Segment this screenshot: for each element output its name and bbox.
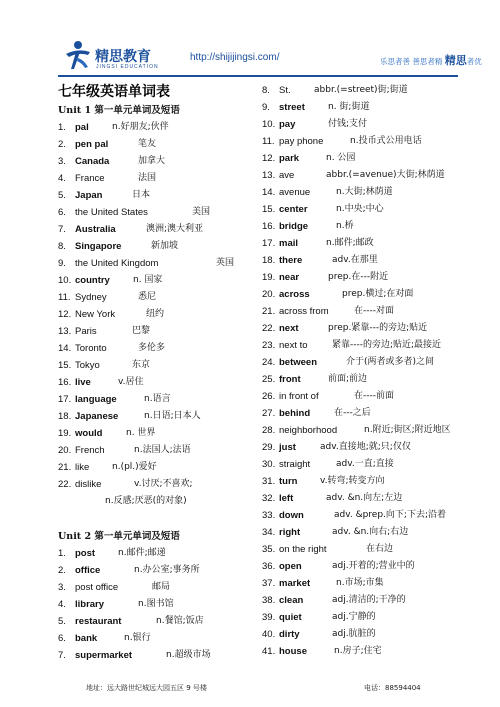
word-entry — [58, 136, 260, 153]
entry-number: 29. — [262, 442, 276, 453]
entry-definition: 前面;前边 — [328, 374, 368, 384]
entry-number: 3. — [58, 156, 66, 167]
entry-number: 25. — [262, 374, 276, 385]
entry-definition: n.办公室;事务所 — [134, 565, 200, 575]
entry-number: 17. — [58, 394, 72, 405]
header-rule — [58, 75, 458, 77]
slogan-pre: 乐思者善 善思者精 — [380, 57, 445, 66]
entry-number: 21. — [58, 462, 72, 473]
entry-number: 14. — [262, 187, 276, 198]
entry-definition: abbr.(=street)街;街道 — [314, 85, 408, 95]
entry-definition: n.图书馆 — [138, 599, 174, 609]
entry-word: supermarket — [75, 650, 133, 661]
entry-definition: n.好朋友;伙伴 — [112, 122, 169, 132]
entry-word: Japanese — [75, 411, 119, 422]
entry-number: 13. — [58, 326, 72, 337]
entry-definition: n. 街;街道 — [328, 102, 370, 112]
entry-definition: v.转弯;转变方向 — [320, 476, 385, 486]
entry-word: street — [279, 102, 305, 113]
entry-word: bridge — [279, 221, 309, 232]
entry-word: avenue — [279, 187, 311, 198]
entry-word: Toronto — [75, 343, 107, 354]
site-url: http://shijijingsi.com/ — [190, 52, 280, 63]
entry-definition: 在右边 — [366, 544, 394, 554]
entry-number: 3. — [58, 582, 66, 593]
word-entry — [58, 374, 260, 391]
entry-number: 18. — [262, 255, 276, 266]
entry-definition: n.大街;林荫道 — [336, 187, 393, 197]
entry-word: center — [279, 204, 308, 215]
word-entry — [262, 252, 472, 269]
word-entry — [58, 459, 260, 476]
word-entry — [262, 184, 472, 201]
entry-word: across from — [279, 306, 329, 317]
entry-definition: n.日语;日本人 — [144, 411, 201, 421]
entry-definition: 在---之后 — [334, 408, 371, 418]
word-entry — [262, 609, 472, 626]
unit1-continuation: n.反感;厌恶(的对象) — [105, 496, 187, 506]
entry-number: 35. — [262, 544, 276, 555]
word-entry — [58, 562, 260, 579]
entry-word: pal — [75, 122, 89, 133]
word-entry — [262, 235, 472, 252]
entry-number: 17. — [262, 238, 276, 249]
word-entry — [58, 119, 260, 136]
word-entry — [58, 272, 260, 289]
entry-definition: 加拿大 — [138, 156, 166, 166]
entry-definition: 邮局 — [152, 582, 171, 592]
entry-word: ave — [279, 170, 295, 181]
entry-word: dislike — [75, 479, 102, 490]
entry-definition: n.语言 — [144, 394, 171, 404]
word-entry — [262, 218, 472, 235]
word-entry — [262, 405, 472, 422]
word-entry — [262, 354, 472, 371]
entry-definition: v.讨厌;不喜欢; — [134, 479, 193, 489]
logo-subtext: JINGSI EDUCATION — [96, 64, 159, 70]
word-entry — [262, 303, 472, 320]
entry-word: near — [279, 272, 300, 283]
entry-word: language — [75, 394, 117, 405]
word-entry — [58, 170, 260, 187]
entry-definition: prep.横过;在对面 — [342, 289, 414, 299]
entry-definition: n. 国家 — [133, 275, 163, 285]
entry-definition: n.市场;市集 — [336, 578, 384, 588]
word-entry — [58, 187, 260, 204]
entry-word: Singapore — [75, 241, 122, 252]
entry-word: pay phone — [279, 136, 324, 147]
entry-number: 19. — [58, 428, 72, 439]
entry-number: 23. — [262, 340, 276, 351]
entry-definition: 笔友 — [138, 139, 157, 149]
word-entry — [58, 613, 260, 630]
entry-word: dirty — [279, 629, 300, 640]
entry-word: Japan — [75, 190, 103, 201]
word-entry — [262, 116, 472, 133]
entry-definition: n.桥 — [336, 221, 354, 231]
entry-word: just — [279, 442, 296, 453]
entry-definition: v.居住 — [118, 377, 144, 387]
entry-word: market — [279, 578, 311, 589]
word-entry — [262, 643, 472, 660]
entry-number: 34. — [262, 527, 276, 538]
word-entry — [262, 592, 472, 609]
entry-definition: adj.宁静的 — [332, 612, 376, 622]
entry-number: 14. — [58, 343, 72, 354]
document-title: 七年级英语单词表 — [58, 84, 170, 100]
entry-definition: adv. &n.向右;右边 — [332, 527, 409, 537]
entry-word: the United Kingdom — [75, 258, 159, 269]
entry-definition: 英国 — [216, 258, 235, 268]
entry-number: 20. — [58, 445, 72, 456]
entry-definition: 东京 — [132, 360, 151, 370]
entry-number: 9. — [58, 258, 66, 269]
entry-word: like — [75, 462, 90, 473]
word-entry — [58, 289, 260, 306]
word-entry — [58, 596, 260, 613]
entry-word: Sydney — [75, 292, 107, 303]
entry-definition: n.(pl.)爱好 — [112, 462, 157, 472]
entry-number: 16. — [262, 221, 276, 232]
word-entry — [58, 255, 260, 272]
word-entry — [262, 201, 472, 218]
slogan — [380, 52, 482, 68]
entry-word: French — [75, 445, 105, 456]
entry-word: office — [75, 565, 101, 576]
right-column — [262, 82, 472, 660]
word-entry — [262, 167, 472, 184]
entry-word: open — [279, 561, 302, 572]
slogan-brand: 精思 — [444, 54, 467, 67]
entry-number: 4. — [58, 599, 66, 610]
word-entry — [58, 306, 260, 323]
entry-definition: n.餐馆;饭店 — [156, 616, 204, 626]
entry-number: 33. — [262, 510, 276, 521]
entry-word: on the right — [279, 544, 327, 555]
entry-word: would — [75, 428, 103, 439]
word-entry — [262, 456, 472, 473]
word-entry — [58, 323, 260, 340]
word-entry — [58, 630, 260, 647]
entry-definition: 巴黎 — [132, 326, 151, 336]
entry-word: there — [279, 255, 303, 266]
entry-number: 13. — [262, 170, 276, 181]
word-entry — [262, 133, 472, 150]
entry-definition: n.投币式公用电话 — [350, 136, 422, 146]
entry-number: 5. — [58, 190, 66, 201]
entry-definition: n.银行 — [124, 633, 151, 643]
entry-definition: adj.清洁的;干净的 — [332, 595, 406, 605]
entry-number: 11. — [58, 292, 71, 303]
entry-number: 22. — [58, 479, 72, 490]
entry-number: 32. — [262, 493, 276, 504]
entry-word: house — [279, 646, 307, 657]
unit1-word-list — [58, 119, 260, 493]
entry-number: 1. — [58, 122, 66, 133]
word-entry — [58, 204, 260, 221]
entry-word: pay — [279, 119, 296, 130]
entry-definition: 紧靠----的旁边;贴近;最接近 — [332, 340, 442, 350]
word-entry — [58, 238, 260, 255]
entry-definition: n. 世界 — [126, 428, 156, 438]
entry-number: 19. — [262, 272, 276, 283]
entry-number: 11. — [262, 136, 275, 147]
entry-word: down — [279, 510, 304, 521]
entry-definition: n.法国人;法语 — [134, 445, 191, 455]
slogan-post: 者优 — [466, 57, 482, 66]
entry-number: 10. — [262, 119, 276, 130]
entry-number: 16. — [58, 377, 72, 388]
entry-definition: adv.直接地;就;只;仅仅 — [320, 442, 411, 452]
entry-definition: 美国 — [192, 207, 211, 217]
word-entry — [262, 507, 472, 524]
word-entry — [58, 579, 260, 596]
word-entry — [58, 425, 260, 442]
entry-definition: 纽约 — [146, 309, 165, 319]
entry-word: France — [75, 173, 105, 184]
word-entry — [58, 476, 260, 493]
entry-word: next to — [279, 340, 308, 351]
unit2-word-list-continued — [262, 82, 472, 660]
entry-word: post — [75, 548, 96, 559]
entry-word: front — [279, 374, 301, 385]
entry-number: 12. — [262, 153, 276, 164]
entry-number: 7. — [58, 224, 66, 235]
entry-number: 9. — [262, 102, 270, 113]
entry-word: country — [75, 275, 110, 286]
entry-number: 15. — [262, 204, 276, 215]
jingsi-logo-icon — [64, 40, 92, 70]
entry-word: in front of — [279, 391, 319, 402]
logo-text: 精思教育 — [95, 49, 151, 65]
word-entry — [262, 82, 472, 99]
word-entry — [262, 524, 472, 541]
entry-number: 21. — [262, 306, 276, 317]
entry-definition: n.邮件;邮政 — [326, 238, 374, 248]
entry-word: New York — [75, 309, 116, 320]
entry-word: post office — [75, 582, 119, 593]
word-entry — [58, 391, 260, 408]
entry-word: straight — [279, 459, 311, 470]
entry-definition: n.超级市场 — [166, 650, 211, 660]
entry-number: 4. — [58, 173, 66, 184]
entry-definition: adv. &prep.向下;下去;沿着 — [334, 510, 446, 520]
entry-word: St. — [279, 85, 291, 96]
page-header — [0, 0, 500, 78]
word-entry — [262, 575, 472, 592]
entry-number: 8. — [58, 241, 66, 252]
footer-address: 地址：远大路世纪城远大园五区 9 号楼 — [86, 684, 207, 692]
entry-definition: adj.开着的;营业中的 — [332, 561, 415, 571]
entry-word: across — [279, 289, 310, 300]
entry-definition: 付钱;支付 — [328, 119, 368, 129]
entry-definition: adv. &n.向左;左边 — [326, 493, 403, 503]
entry-definition: prep.在---附近 — [328, 272, 389, 282]
footer-phone: 电话：88594404 — [364, 684, 421, 692]
entry-word: pen pal — [75, 139, 109, 150]
entry-definition: 日本 — [132, 190, 151, 200]
entry-definition: n.房子;住宅 — [334, 646, 382, 656]
entry-definition: n.邮件;邮递 — [118, 548, 166, 558]
entry-word: between — [279, 357, 318, 368]
entry-number: 1. — [58, 548, 66, 559]
entry-number: 22. — [262, 323, 276, 334]
entry-number: 20. — [262, 289, 276, 300]
entry-definition: 在----对面 — [354, 306, 394, 316]
entry-number: 37. — [262, 578, 276, 589]
entry-word: clean — [279, 595, 304, 606]
entry-number: 6. — [58, 207, 66, 218]
word-entry — [58, 340, 260, 357]
entry-definition: adj.肮脏的 — [332, 629, 376, 639]
entry-word: Australia — [75, 224, 116, 235]
entry-word: behind — [279, 408, 311, 419]
word-entry — [262, 320, 472, 337]
entry-word: turn — [279, 476, 298, 487]
entry-word: mail — [279, 238, 299, 249]
entry-number: 6. — [58, 633, 66, 644]
entry-word: the United States — [75, 207, 148, 218]
word-entry — [262, 490, 472, 507]
word-entry — [262, 286, 472, 303]
entry-number: 24. — [262, 357, 276, 368]
word-entry — [58, 545, 260, 562]
entry-number: 8. — [262, 85, 270, 96]
word-entry — [58, 153, 260, 170]
entry-definition: 法国 — [138, 173, 157, 183]
entry-definition: 澳洲;澳大利亚 — [146, 224, 204, 234]
entry-number: 2. — [58, 565, 66, 576]
word-entry — [58, 408, 260, 425]
word-entry — [262, 439, 472, 456]
entry-word: restaurant — [75, 616, 122, 627]
entry-number: 40. — [262, 629, 276, 640]
entry-word: bank — [75, 633, 98, 644]
word-entry — [262, 337, 472, 354]
entry-definition: 多伦多 — [138, 343, 166, 353]
entry-word: quiet — [279, 612, 302, 623]
left-column — [58, 82, 260, 664]
word-entry — [58, 357, 260, 374]
entry-word: Canada — [75, 156, 110, 167]
word-entry — [262, 473, 472, 490]
entry-word: neighborhood — [279, 425, 338, 436]
entry-definition: 新加坡 — [151, 241, 179, 251]
entry-number: 30. — [262, 459, 276, 470]
entry-definition: adv.一直;直接 — [336, 459, 394, 469]
entry-definition: 悉尼 — [138, 292, 157, 302]
entry-word: library — [75, 599, 105, 610]
entry-number: 39. — [262, 612, 276, 623]
word-entry — [58, 442, 260, 459]
word-entry — [58, 221, 260, 238]
unit-spacer — [58, 510, 260, 528]
entry-number: 5. — [58, 616, 66, 627]
entry-definition: n.附近;街区;附近地区 — [364, 425, 451, 435]
entry-word: live — [75, 377, 91, 388]
word-entry — [262, 558, 472, 575]
entry-number: 27. — [262, 408, 276, 419]
entry-number: 26. — [262, 391, 276, 402]
unit2-heading: Unit 2 第一单元单词及短语 — [58, 531, 180, 542]
entry-definition: abbr.(=avenue)大街;林荫道 — [326, 170, 445, 180]
unit1-heading: Unit 1 第一单元单词及短语 — [58, 105, 180, 116]
entry-definition: 在----前面 — [354, 391, 394, 401]
word-entry — [262, 269, 472, 286]
entry-definition: adv.在那里 — [332, 255, 378, 265]
entry-definition: n.中央;中心 — [336, 204, 384, 214]
word-entry — [262, 150, 472, 167]
word-entry — [262, 541, 472, 558]
entry-word: right — [279, 527, 301, 538]
word-entry — [262, 99, 472, 116]
word-entry — [262, 371, 472, 388]
word-entry — [262, 422, 472, 439]
word-entry — [262, 626, 472, 643]
entry-number: 18. — [58, 411, 72, 422]
entry-word: left — [279, 493, 294, 504]
entry-word: Paris — [75, 326, 97, 337]
entry-definition: prep.紧靠---的旁边;贴近 — [328, 323, 428, 333]
unit2-word-list — [58, 545, 260, 664]
entry-number: 36. — [262, 561, 276, 572]
entry-number: 15. — [58, 360, 72, 371]
entry-number: 28. — [262, 425, 276, 436]
entry-number: 12. — [58, 309, 72, 320]
entry-number: 10. — [58, 275, 72, 286]
entry-word: park — [279, 153, 300, 164]
entry-definition: 介于(两者或多者)之间 — [346, 357, 435, 367]
word-entry — [262, 388, 472, 405]
entry-word: next — [279, 323, 299, 334]
entry-number: 31. — [262, 476, 276, 487]
entry-number: 2. — [58, 139, 66, 150]
entry-number: 38. — [262, 595, 276, 606]
entry-definition: n. 公园 — [326, 153, 356, 163]
word-entry — [58, 647, 260, 664]
entry-word: Tokyo — [75, 360, 100, 371]
entry-number: 41. — [262, 646, 276, 657]
entry-number: 7. — [58, 650, 66, 661]
